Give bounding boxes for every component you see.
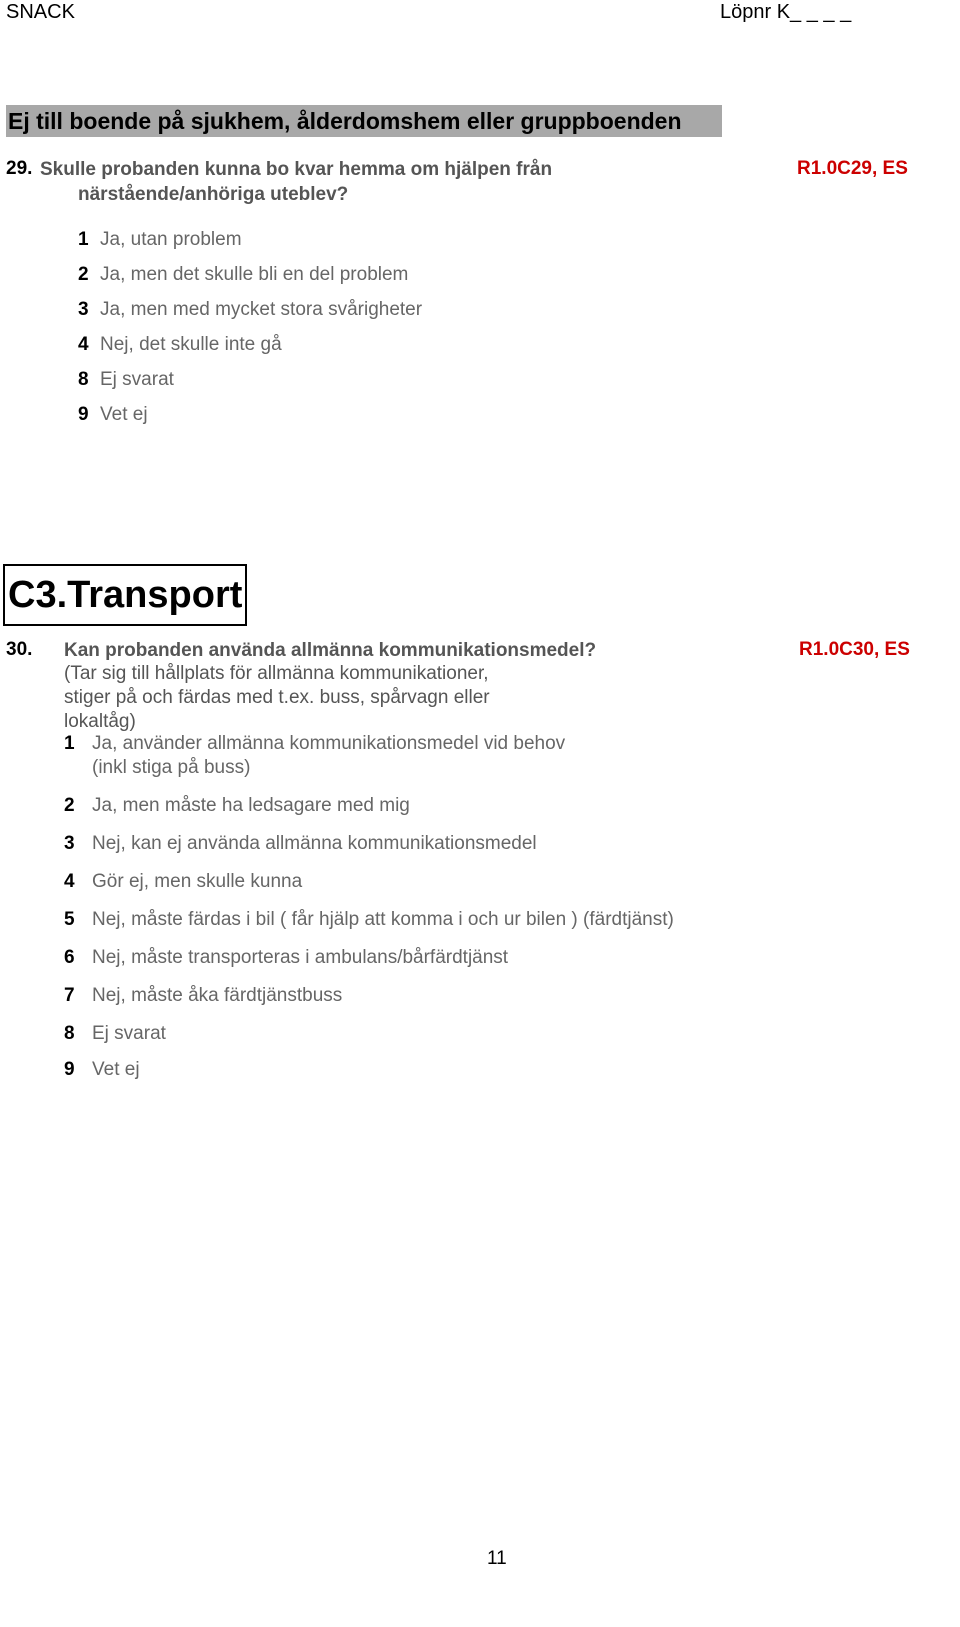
q30-option-4[interactable] bbox=[64, 870, 674, 908]
q30-option-1[interactable] bbox=[64, 732, 674, 794]
option-number: 3 bbox=[64, 833, 75, 854]
option-label: Ej svarat bbox=[100, 369, 174, 390]
section-banner: Ej till boende på sjukhem, ålderdomshem eller gruppboenden bbox=[6, 105, 722, 137]
q30-options bbox=[64, 732, 674, 1094]
option-number: 4 bbox=[64, 871, 75, 892]
option-number: 8 bbox=[64, 1023, 75, 1044]
q29-code: R1.0C29, ES bbox=[797, 158, 908, 179]
q29-option-9[interactable] bbox=[78, 403, 422, 438]
q30-option-9[interactable] bbox=[64, 1058, 674, 1094]
q29-text bbox=[40, 157, 638, 207]
option-number: 2 bbox=[64, 795, 75, 816]
option-number: 3 bbox=[78, 299, 89, 320]
option-label: Ja, men med mycket stora svårigheter bbox=[100, 299, 423, 320]
q30-note: (Tar sig till hållplats för allmänna kommunikationer, stiger på och färdas med t.ex. buss, spårvagn eller lokaltåg) bbox=[64, 663, 490, 732]
option-label: Nej, måste åka färdtjänstbuss bbox=[92, 985, 343, 1006]
option-number: 7 bbox=[64, 985, 75, 1006]
section-c3-title: C3.Transport bbox=[3, 564, 247, 626]
q30-option-2[interactable] bbox=[64, 794, 674, 832]
q29-options bbox=[78, 228, 422, 438]
option-number: 4 bbox=[78, 334, 89, 355]
option-number: 2 bbox=[78, 264, 89, 285]
option-label: Nej, det skulle inte gå bbox=[100, 334, 282, 355]
q29-option-3[interactable] bbox=[78, 298, 422, 333]
option-label: Ja, utan problem bbox=[100, 229, 242, 250]
q29-option-4[interactable] bbox=[78, 333, 422, 368]
option-number: 6 bbox=[64, 947, 75, 968]
option-label: Vet ej bbox=[100, 404, 148, 425]
q30-code: R1.0C30, ES bbox=[799, 639, 910, 660]
option-number: 9 bbox=[64, 1059, 75, 1080]
option-number: 5 bbox=[64, 909, 75, 930]
option-label: Nej, måste transporteras i ambulans/bårfärdtjänst bbox=[92, 947, 509, 968]
option-label: Ja, men måste ha ledsagare med mig bbox=[92, 795, 410, 816]
q29-text-inner: Skulle probanden kunna bo kvar hemma om hjälpen från närstående/anhöriga uteblev? bbox=[40, 159, 553, 205]
q30-option-6[interactable] bbox=[64, 946, 674, 984]
option-label: Nej, måste färdas i bil ( får hjälp att komma i och ur bilen ) (färdtjänst) bbox=[92, 909, 674, 930]
option-label: Ja, använder allmänna kommunikationsmedel vid behov bbox=[92, 733, 566, 754]
header-left: SNACK bbox=[6, 1, 75, 23]
option-sublabel: (inkl stiga på buss) bbox=[92, 757, 251, 778]
q30-option-7[interactable] bbox=[64, 984, 674, 1022]
option-label: Ej svarat bbox=[92, 1023, 166, 1044]
header-right: Löpnr K_ _ _ _ bbox=[720, 1, 852, 23]
q30-option-3[interactable] bbox=[64, 832, 674, 870]
q29-option-2[interactable] bbox=[78, 263, 422, 298]
q30-option-8[interactable] bbox=[64, 1022, 674, 1058]
option-label: Vet ej bbox=[92, 1059, 140, 1080]
option-label: Gör ej, men skulle kunna bbox=[92, 871, 303, 892]
q29-number: 29. bbox=[6, 158, 33, 179]
q30-text: Kan probanden använda allmänna kommunikationsmedel? bbox=[64, 640, 597, 661]
q29-option-8[interactable] bbox=[78, 368, 422, 403]
page-number: 11 bbox=[487, 1548, 507, 1569]
q30-option-5[interactable] bbox=[64, 908, 674, 946]
option-number: 9 bbox=[78, 404, 89, 425]
option-label: Ja, men det skulle bli en del problem bbox=[100, 264, 409, 285]
option-number: 8 bbox=[78, 369, 89, 390]
option-number: 1 bbox=[78, 229, 89, 250]
option-number: 1 bbox=[64, 733, 75, 754]
option-label: Nej, kan ej använda allmänna kommunikationsmedel bbox=[92, 833, 537, 854]
q29-option-1[interactable] bbox=[78, 228, 422, 263]
q30-number: 30. bbox=[6, 639, 33, 660]
